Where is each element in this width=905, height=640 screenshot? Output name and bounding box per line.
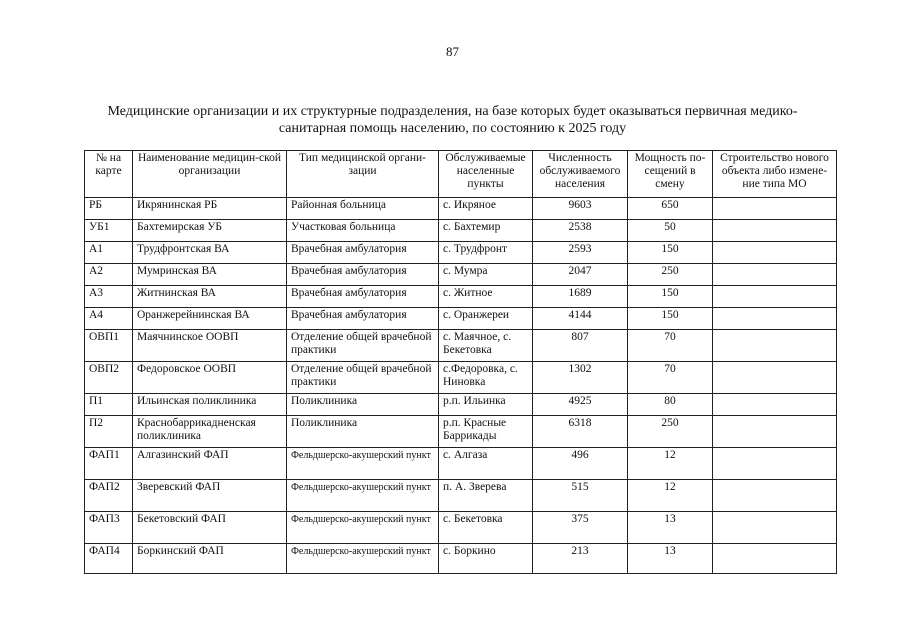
cell-settlements: с.Федоровка, с. Ниновка: [439, 362, 533, 394]
cell-type: Врачебная амбулатория: [287, 264, 439, 286]
header-capacity: Мощность по-сещений в смену: [628, 151, 713, 198]
cell-settlements: п. А. Зверева: [439, 480, 533, 512]
cell-type: Районная больница: [287, 198, 439, 220]
cell-capacity: 70: [628, 362, 713, 394]
cell-capacity: 150: [628, 308, 713, 330]
cell-code: А2: [85, 264, 133, 286]
cell-construction: [713, 198, 837, 220]
cell-settlements: р.п. Красные Баррикады: [439, 416, 533, 448]
cell-code: А4: [85, 308, 133, 330]
cell-type: Участковая больница: [287, 220, 439, 242]
table-row: [85, 220, 837, 242]
cell-capacity: 150: [628, 242, 713, 264]
header-map-number: № на карте: [85, 151, 133, 198]
cell-settlements: с. Трудфронт: [439, 242, 533, 264]
cell-type: Фельдшерско-акушерский пункт: [287, 480, 439, 512]
cell-code: ФАП2: [85, 480, 133, 512]
table-header-row: [85, 151, 837, 198]
header-construction: Строительство нового объекта либо измене-ние типа МО: [713, 151, 837, 198]
cell-capacity: 250: [628, 264, 713, 286]
cell-code: П1: [85, 394, 133, 416]
cell-construction: [713, 330, 837, 362]
cell-settlements: с. Бахтемир: [439, 220, 533, 242]
header-population: Численность обслуживаемого населения: [533, 151, 628, 198]
cell-capacity: 650: [628, 198, 713, 220]
cell-capacity: 150: [628, 286, 713, 308]
cell-construction: [713, 394, 837, 416]
cell-name: Житнинская ВА: [133, 286, 287, 308]
table-row: [85, 544, 837, 574]
cell-settlements: с. Житное: [439, 286, 533, 308]
cell-population: 4925: [533, 394, 628, 416]
cell-name: Маячнинское ООВП: [133, 330, 287, 362]
table-title: Медицинские организации и их структурные подразделения, на базе которых будет оказываться первичная медико-санитарная помощь населению, по состоянию к 2025 году: [107, 104, 798, 136]
cell-name: Трудфронтская ВА: [133, 242, 287, 264]
table-row: [85, 394, 837, 416]
cell-construction: [713, 286, 837, 308]
cell-construction: [713, 220, 837, 242]
cell-type: Поликлиника: [287, 416, 439, 448]
cell-population: 2047: [533, 264, 628, 286]
cell-type: Поликлиника: [287, 394, 439, 416]
table-row: [85, 512, 837, 544]
cell-construction: [713, 544, 837, 574]
cell-construction: [713, 264, 837, 286]
cell-capacity: 50: [628, 220, 713, 242]
cell-code: УБ1: [85, 220, 133, 242]
cell-capacity: 80: [628, 394, 713, 416]
cell-capacity: 250: [628, 416, 713, 448]
cell-name: Икрянинская РБ: [133, 198, 287, 220]
cell-population: 213: [533, 544, 628, 574]
cell-name: Федоровское ООВП: [133, 362, 287, 394]
cell-population: 496: [533, 448, 628, 480]
cell-type: Фельдшерско-акушерский пункт: [287, 448, 439, 480]
table-row: [85, 286, 837, 308]
cell-construction: [713, 480, 837, 512]
cell-type: Врачебная амбулатория: [287, 308, 439, 330]
cell-type: Врачебная амбулатория: [287, 242, 439, 264]
page-number: 87: [446, 44, 459, 59]
cell-construction: [713, 448, 837, 480]
cell-construction: [713, 308, 837, 330]
cell-name: Бекетовский ФАП: [133, 512, 287, 544]
cell-type: Фельдшерско-акушерский пункт: [287, 544, 439, 574]
cell-population: 1302: [533, 362, 628, 394]
cell-name: Ильинская поликлиника: [133, 394, 287, 416]
cell-population: 2593: [533, 242, 628, 264]
table-row: [85, 330, 837, 362]
cell-population: 4144: [533, 308, 628, 330]
cell-code: ФАП1: [85, 448, 133, 480]
cell-code: ОВП2: [85, 362, 133, 394]
cell-settlements: с. Оранжереи: [439, 308, 533, 330]
cell-capacity: 70: [628, 330, 713, 362]
cell-name: Зверевский ФАП: [133, 480, 287, 512]
header-settlements: Обслуживаемые населенные пункты: [439, 151, 533, 198]
cell-type: Отделение общей врачебной практики: [287, 362, 439, 394]
cell-name: Алгазинский ФАП: [133, 448, 287, 480]
cell-code: П2: [85, 416, 133, 448]
table-row: [85, 242, 837, 264]
cell-construction: [713, 512, 837, 544]
cell-settlements: р.п. Ильинка: [439, 394, 533, 416]
cell-name: Мумринская ВА: [133, 264, 287, 286]
cell-code: РБ: [85, 198, 133, 220]
cell-capacity: 13: [628, 512, 713, 544]
cell-type: Отделение общей врачебной практики: [287, 330, 439, 362]
table-row: [85, 198, 837, 220]
cell-capacity: 13: [628, 544, 713, 574]
cell-code: А3: [85, 286, 133, 308]
table-row: [85, 448, 837, 480]
header-org-type: Тип медицинской органи-зации: [287, 151, 439, 198]
cell-type: Врачебная амбулатория: [287, 286, 439, 308]
organizations-table: [84, 150, 837, 574]
cell-settlements: с. Алгаза: [439, 448, 533, 480]
cell-population: 807: [533, 330, 628, 362]
table-row: [85, 362, 837, 394]
cell-construction: [713, 242, 837, 264]
cell-name: Краснобаррикадненская поликлиника: [133, 416, 287, 448]
cell-population: 2538: [533, 220, 628, 242]
cell-code: А1: [85, 242, 133, 264]
table-row: [85, 264, 837, 286]
cell-settlements: с. Боркино: [439, 544, 533, 574]
cell-capacity: 12: [628, 480, 713, 512]
cell-name: Оранжерейнинская ВА: [133, 308, 287, 330]
cell-name: Бахтемирская УБ: [133, 220, 287, 242]
cell-code: ФАП3: [85, 512, 133, 544]
header-org-name: Наименование медицин-ской организации: [133, 151, 287, 198]
cell-settlements: с. Бекетовка: [439, 512, 533, 544]
table-row: [85, 480, 837, 512]
cell-population: 1689: [533, 286, 628, 308]
cell-construction: [713, 416, 837, 448]
cell-construction: [713, 362, 837, 394]
cell-type: Фельдшерско-акушерский пункт: [287, 512, 439, 544]
cell-code: ФАП4: [85, 544, 133, 574]
cell-code: ОВП1: [85, 330, 133, 362]
cell-capacity: 12: [628, 448, 713, 480]
cell-population: 375: [533, 512, 628, 544]
cell-name: Боркинский ФАП: [133, 544, 287, 574]
cell-settlements: с. Икряное: [439, 198, 533, 220]
cell-population: 515: [533, 480, 628, 512]
cell-settlements: с. Маячное, с. Бекетовка: [439, 330, 533, 362]
table-row: [85, 416, 837, 448]
table-row: [85, 308, 837, 330]
cell-settlements: с. Мумра: [439, 264, 533, 286]
cell-population: 9603: [533, 198, 628, 220]
cell-population: 6318: [533, 416, 628, 448]
